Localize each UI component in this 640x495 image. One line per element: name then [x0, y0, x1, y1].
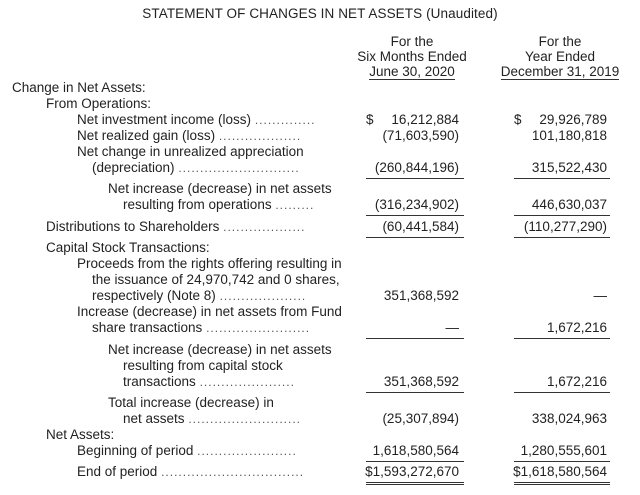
value-unrealized-2020: (260,844,196) — [374, 160, 459, 175]
rule — [514, 178, 610, 179]
row-label-net-realized-gain: Net realized gain (loss) ................... — [77, 128, 302, 143]
currency-symbol: $ — [514, 112, 522, 127]
rule — [514, 461, 610, 462]
value-fund-share-2020: — — [445, 320, 459, 335]
row-label-cap-total-line1: Net increase (decrease) in net assets — [108, 342, 332, 357]
value-distributions-2020: (60,441,584) — [382, 219, 459, 234]
rule — [514, 338, 610, 339]
column-header-year — [490, 34, 630, 80]
value-realized-2020: (71,603,590) — [382, 128, 459, 143]
value-nii-2020: 16,212,884 — [391, 112, 459, 127]
column-header-line: December 31, 2019 — [500, 64, 620, 79]
value-rights-2019: — — [593, 288, 607, 303]
value-rights-2020: 351,368,592 — [383, 288, 459, 303]
rule — [366, 461, 464, 462]
value-fund-share-2019: 1,672,216 — [546, 320, 607, 335]
value-distributions-2019: (110,277,290) — [523, 219, 607, 234]
column-header-line: Six Months Ended — [357, 49, 467, 64]
value-end-2020: $1,593,272,670 — [365, 464, 459, 479]
rule — [366, 338, 464, 339]
section-net-assets: Net Assets: — [46, 427, 115, 442]
value-ops-total-2020: (316,234,902) — [374, 197, 459, 212]
value-beginning-2020: 1,618,580,564 — [372, 443, 459, 458]
section-change-in-net-assets: Change in Net Assets: — [12, 80, 146, 95]
rule — [514, 215, 610, 216]
row-label-net-investment-income: Net investment income (loss) .............. — [77, 112, 316, 127]
row-label-fund-share-line2: share transactions ........................ — [92, 320, 311, 335]
rule — [366, 392, 464, 393]
value-nii-2019: 29,926,789 — [539, 112, 607, 127]
currency-symbol: $ — [366, 112, 374, 127]
row-label-unrealized-line1: Net change in unrealized appreciation — [77, 144, 304, 159]
row-label-ops-total-line2: resulting from operations ......... — [123, 197, 315, 212]
statement-title: STATEMENT OF CHANGES IN NET ASSETS (Unaudited) — [142, 6, 498, 21]
value-ops-total-2019: 446,630,037 — [531, 197, 607, 212]
column-header-line: For the — [538, 34, 582, 49]
value-cap-total-2019: 1,672,216 — [546, 374, 607, 389]
section-from-operations: From Operations: — [46, 96, 152, 111]
rule — [366, 215, 464, 216]
value-total-2019: 338,024,963 — [531, 411, 607, 426]
row-label-cap-total-line3: transactions ...................... — [123, 374, 295, 389]
row-label-ops-total-line1: Net increase (decrease) in net assets — [108, 181, 332, 196]
row-label-total-line2: net assets .......................... — [123, 411, 301, 426]
row-label-distributions: Distributions to Shareholders ................... — [46, 219, 306, 234]
row-label-cap-total-line2: resulting from capital stock — [123, 358, 283, 373]
column-header-line: For the — [390, 34, 434, 49]
section-capital-stock: Capital Stock Transactions: — [46, 240, 210, 255]
rule — [366, 178, 464, 179]
row-label-unrealized-line2: (depreciation) ............................ — [92, 160, 300, 175]
value-realized-2019: 101,180,818 — [531, 128, 607, 143]
rule — [366, 237, 464, 238]
row-label-rights-line3: respectively (Note 8) .................... — [92, 288, 307, 303]
value-unrealized-2019: 315,522,430 — [531, 160, 607, 175]
value-beginning-2019: 1,280,555,601 — [520, 443, 607, 458]
column-header-line: June 30, 2020 — [369, 64, 455, 79]
row-label-beginning: Beginning of period ....................... — [77, 443, 297, 458]
value-total-2020: (25,307,894) — [382, 411, 459, 426]
value-end-2019: $1,618,580,564 — [513, 464, 607, 479]
row-label-total-line1: Total increase (decrease) in — [108, 395, 274, 410]
rule — [514, 237, 610, 238]
column-header-six-months — [342, 34, 482, 80]
column-header-line: Year Ended — [524, 49, 596, 64]
row-label-end: End of period ................................. — [77, 464, 305, 479]
double-rule — [366, 482, 464, 485]
rule — [514, 392, 610, 393]
row-label-rights-line1: Proceeds from the rights offering resulting in — [77, 256, 342, 271]
double-rule — [514, 482, 610, 485]
row-label-fund-share-line1: Increase (decrease) in net assets from Fund — [77, 304, 342, 319]
value-cap-total-2020: 351,368,592 — [383, 374, 459, 389]
row-label-rights-line2: the issuance of 24,970,742 and 0 shares, — [92, 272, 340, 287]
